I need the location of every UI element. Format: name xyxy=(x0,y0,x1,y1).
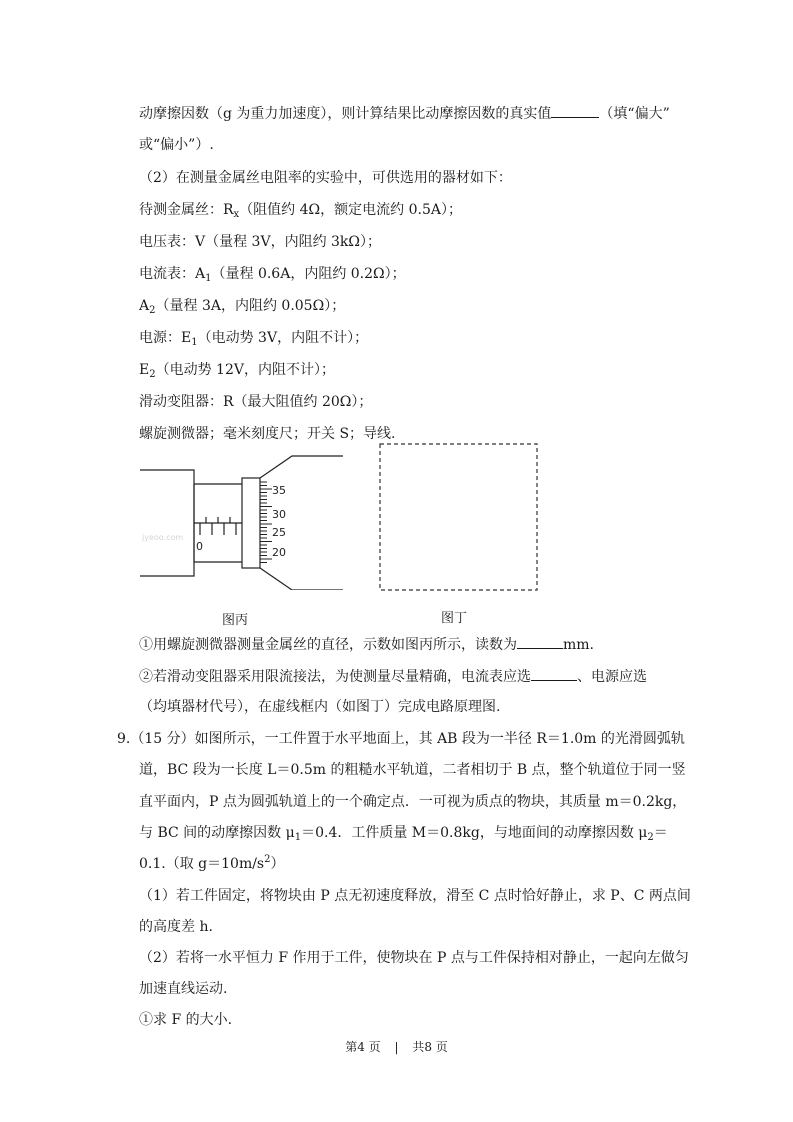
page-footer xyxy=(0,1038,793,1055)
text-line: 待测金属丝：$R_x$（阻值约 4Ω，额定电流约 0.5A）； xyxy=(139,202,462,220)
scale-label: 30 xyxy=(272,508,286,521)
text-line: 的高度差 h. xyxy=(139,919,213,935)
scale-label: 20 xyxy=(272,546,286,559)
answer-blank[interactable] xyxy=(517,634,563,649)
text-line: （1）若工件固定，将物块由 P 点无初速度释放，滑至 C 点时恰好静止，求 P、C 两点间 xyxy=(139,888,691,904)
text-line: 加速直线运动. xyxy=(139,981,228,997)
text-line: 0.1.（取 $g=10m/s^2$） xyxy=(139,854,285,872)
watermark: jyeoo.com xyxy=(142,533,184,542)
text-line: （2）若将一水平恒力 F 作用于工件，使物块在 P 点与工件保持相对静止，一起向左做匀 xyxy=(139,950,689,966)
answer-blank[interactable] xyxy=(531,666,577,681)
text-line: ①用螺旋测微器测量金属丝的直径，示数如图丙所示，读数为 mm. xyxy=(139,634,594,655)
text-line: 或“偏小”）. xyxy=(139,137,214,153)
answer-blank[interactable] xyxy=(551,103,599,118)
thimble xyxy=(242,478,260,568)
text-line: （均填器材代号），在虚线框内（如图丁）完成电路原理图. xyxy=(139,699,501,715)
text-line: 电流表：$A_1$（量程 0.6A，内阻约 0.2Ω）； xyxy=(139,266,406,284)
footer-separator: | xyxy=(394,1040,399,1054)
dashed-box-figure[interactable] xyxy=(379,443,539,593)
text-line: 动摩擦因数（g 为重力加速度），则计算结果比动摩擦因数的真实值 （填“偏大” xyxy=(139,103,670,124)
text-line: 滑动变阻器：R（最大阻值约 20Ω）； xyxy=(139,394,373,410)
page-total: 共8 页 xyxy=(412,1040,448,1054)
text-line: （2）在测量金属丝电阻率的实验中，可供选用的器材如下： xyxy=(139,170,512,186)
text-line: 螺旋测微器；毫米刻度尺；开关 S；导线. xyxy=(139,426,396,442)
scale-label: 25 xyxy=(272,526,286,539)
anvil-frame xyxy=(140,470,194,576)
scale-label: 35 xyxy=(272,484,286,497)
text-line: $A_2$（量程 3A，内阻约 0.05Ω）； xyxy=(139,298,346,316)
text-line: 与 BC 间的动摩擦因数 $\mu_1=0.4$．工件质量 M＝0.8kg，与地面间的动摩擦因数 $\mu_2=$ xyxy=(139,825,668,843)
text-line: ②若滑动变阻器采用限流接法，为使测量尽量精确，电流表应选 、电源应选 xyxy=(139,666,647,687)
figure-caption-ding: 图丁 xyxy=(441,611,468,626)
main-scale-zero: 0 xyxy=(196,540,203,553)
micrometer-figure xyxy=(140,448,355,590)
text-line: $E_2$（电动势 12V，内阻不计）； xyxy=(139,362,335,380)
text-line: 道，BC 段为一长度 L＝0.5m 的粗糙水平轨道，二者相切于 B 点，整个轨道位于同一竖 xyxy=(139,762,686,778)
figure-caption-bing: 图丙 xyxy=(222,613,249,628)
page-number: 第4 页 xyxy=(345,1040,381,1054)
text-line: 9.（15 分）如图所示，一工件置于水平地面上，其 AB 段为一半径 R＝1.0m 的光滑圆弧轨 xyxy=(117,731,685,747)
text-line: ①求 F 的大小. xyxy=(139,1012,233,1028)
text-line: 电源：$E_1$（电动势 3V，内阻不计）； xyxy=(139,330,369,348)
text-line: 电压表：V（量程 3V，内阻约 3kΩ）； xyxy=(139,234,382,250)
text-line: 直平面内，P 点为圆弧轨道上的一个确定点．一可视为质点的物块，其质量 m＝0.2kg， xyxy=(139,794,687,810)
